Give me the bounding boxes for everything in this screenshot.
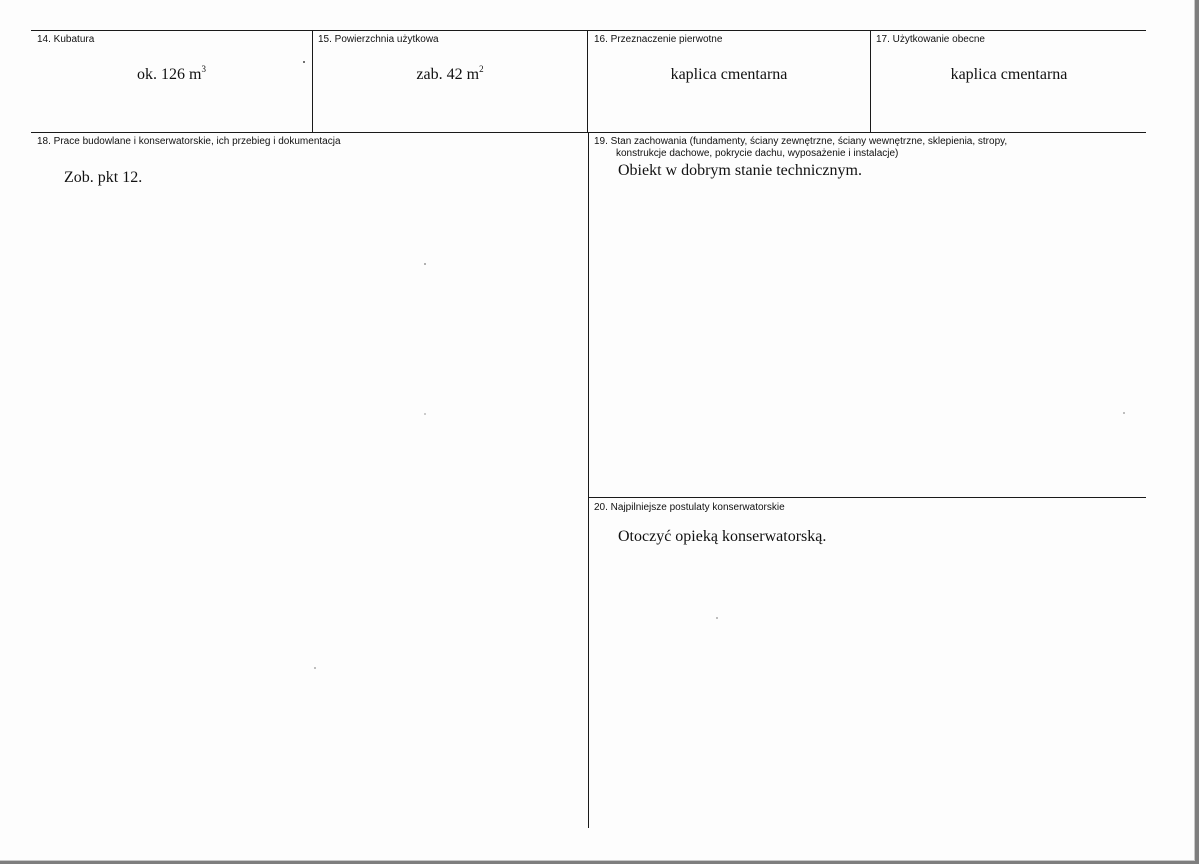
- powierzchnia-value-text: zab. 42 m: [416, 66, 480, 83]
- kubatura-value-text: ok. 126 m: [137, 66, 202, 83]
- stan-label-line2: konstrukcje dachowe, pokrycie dachu, wyposażenie i instalacje): [616, 148, 899, 159]
- powierzchnia-value: [313, 66, 587, 84]
- prace-value: Zob. pkt 12.: [64, 169, 143, 186]
- top-rule: [31, 30, 1146, 31]
- field20-top-rule: [589, 497, 1146, 498]
- col-divider-18-19: [588, 132, 589, 828]
- scan-speck: [1123, 412, 1125, 414]
- powierzchnia-label: 15. Powierzchnia użytkowa: [318, 34, 439, 45]
- scan-speck: [314, 667, 316, 669]
- uzytkowanie-label: 17. Użytkowanie obecne: [876, 34, 985, 45]
- uzytkowanie-value: kaplica cmentarna: [950, 66, 1068, 83]
- scan-speck: [303, 61, 305, 63]
- przeznaczenie-value: kaplica cmentarna: [670, 66, 788, 83]
- stan-value: Obiekt w dobrym stanie technicznym.: [618, 162, 862, 179]
- powierzchnia-exponent: 2: [479, 64, 484, 74]
- postulaty-value: Otoczyć opieką konserwatorską.: [618, 528, 827, 545]
- kubatura-value: [31, 66, 312, 84]
- kubatura-exponent: 3: [201, 64, 206, 74]
- kubatura-label: 14. Kubatura: [37, 34, 95, 45]
- przeznaczenie-label: 16. Przeznaczenie pierwotne: [594, 34, 723, 45]
- postulaty-label: 20. Najpilniejsze postulaty konserwatorskie: [594, 502, 785, 513]
- prace-label: 18. Prace budowlane i konserwatorskie, ich przebieg i dokumentacja: [37, 136, 341, 147]
- scan-speck: [716, 617, 718, 619]
- stan-label-line1: 19. Stan zachowania (fundamenty, ściany zewnętrzne, ściany wewnętrzne, sklepienia, stropy,: [594, 136, 1008, 147]
- scan-speck: [424, 413, 426, 415]
- scan-speck: [424, 263, 426, 265]
